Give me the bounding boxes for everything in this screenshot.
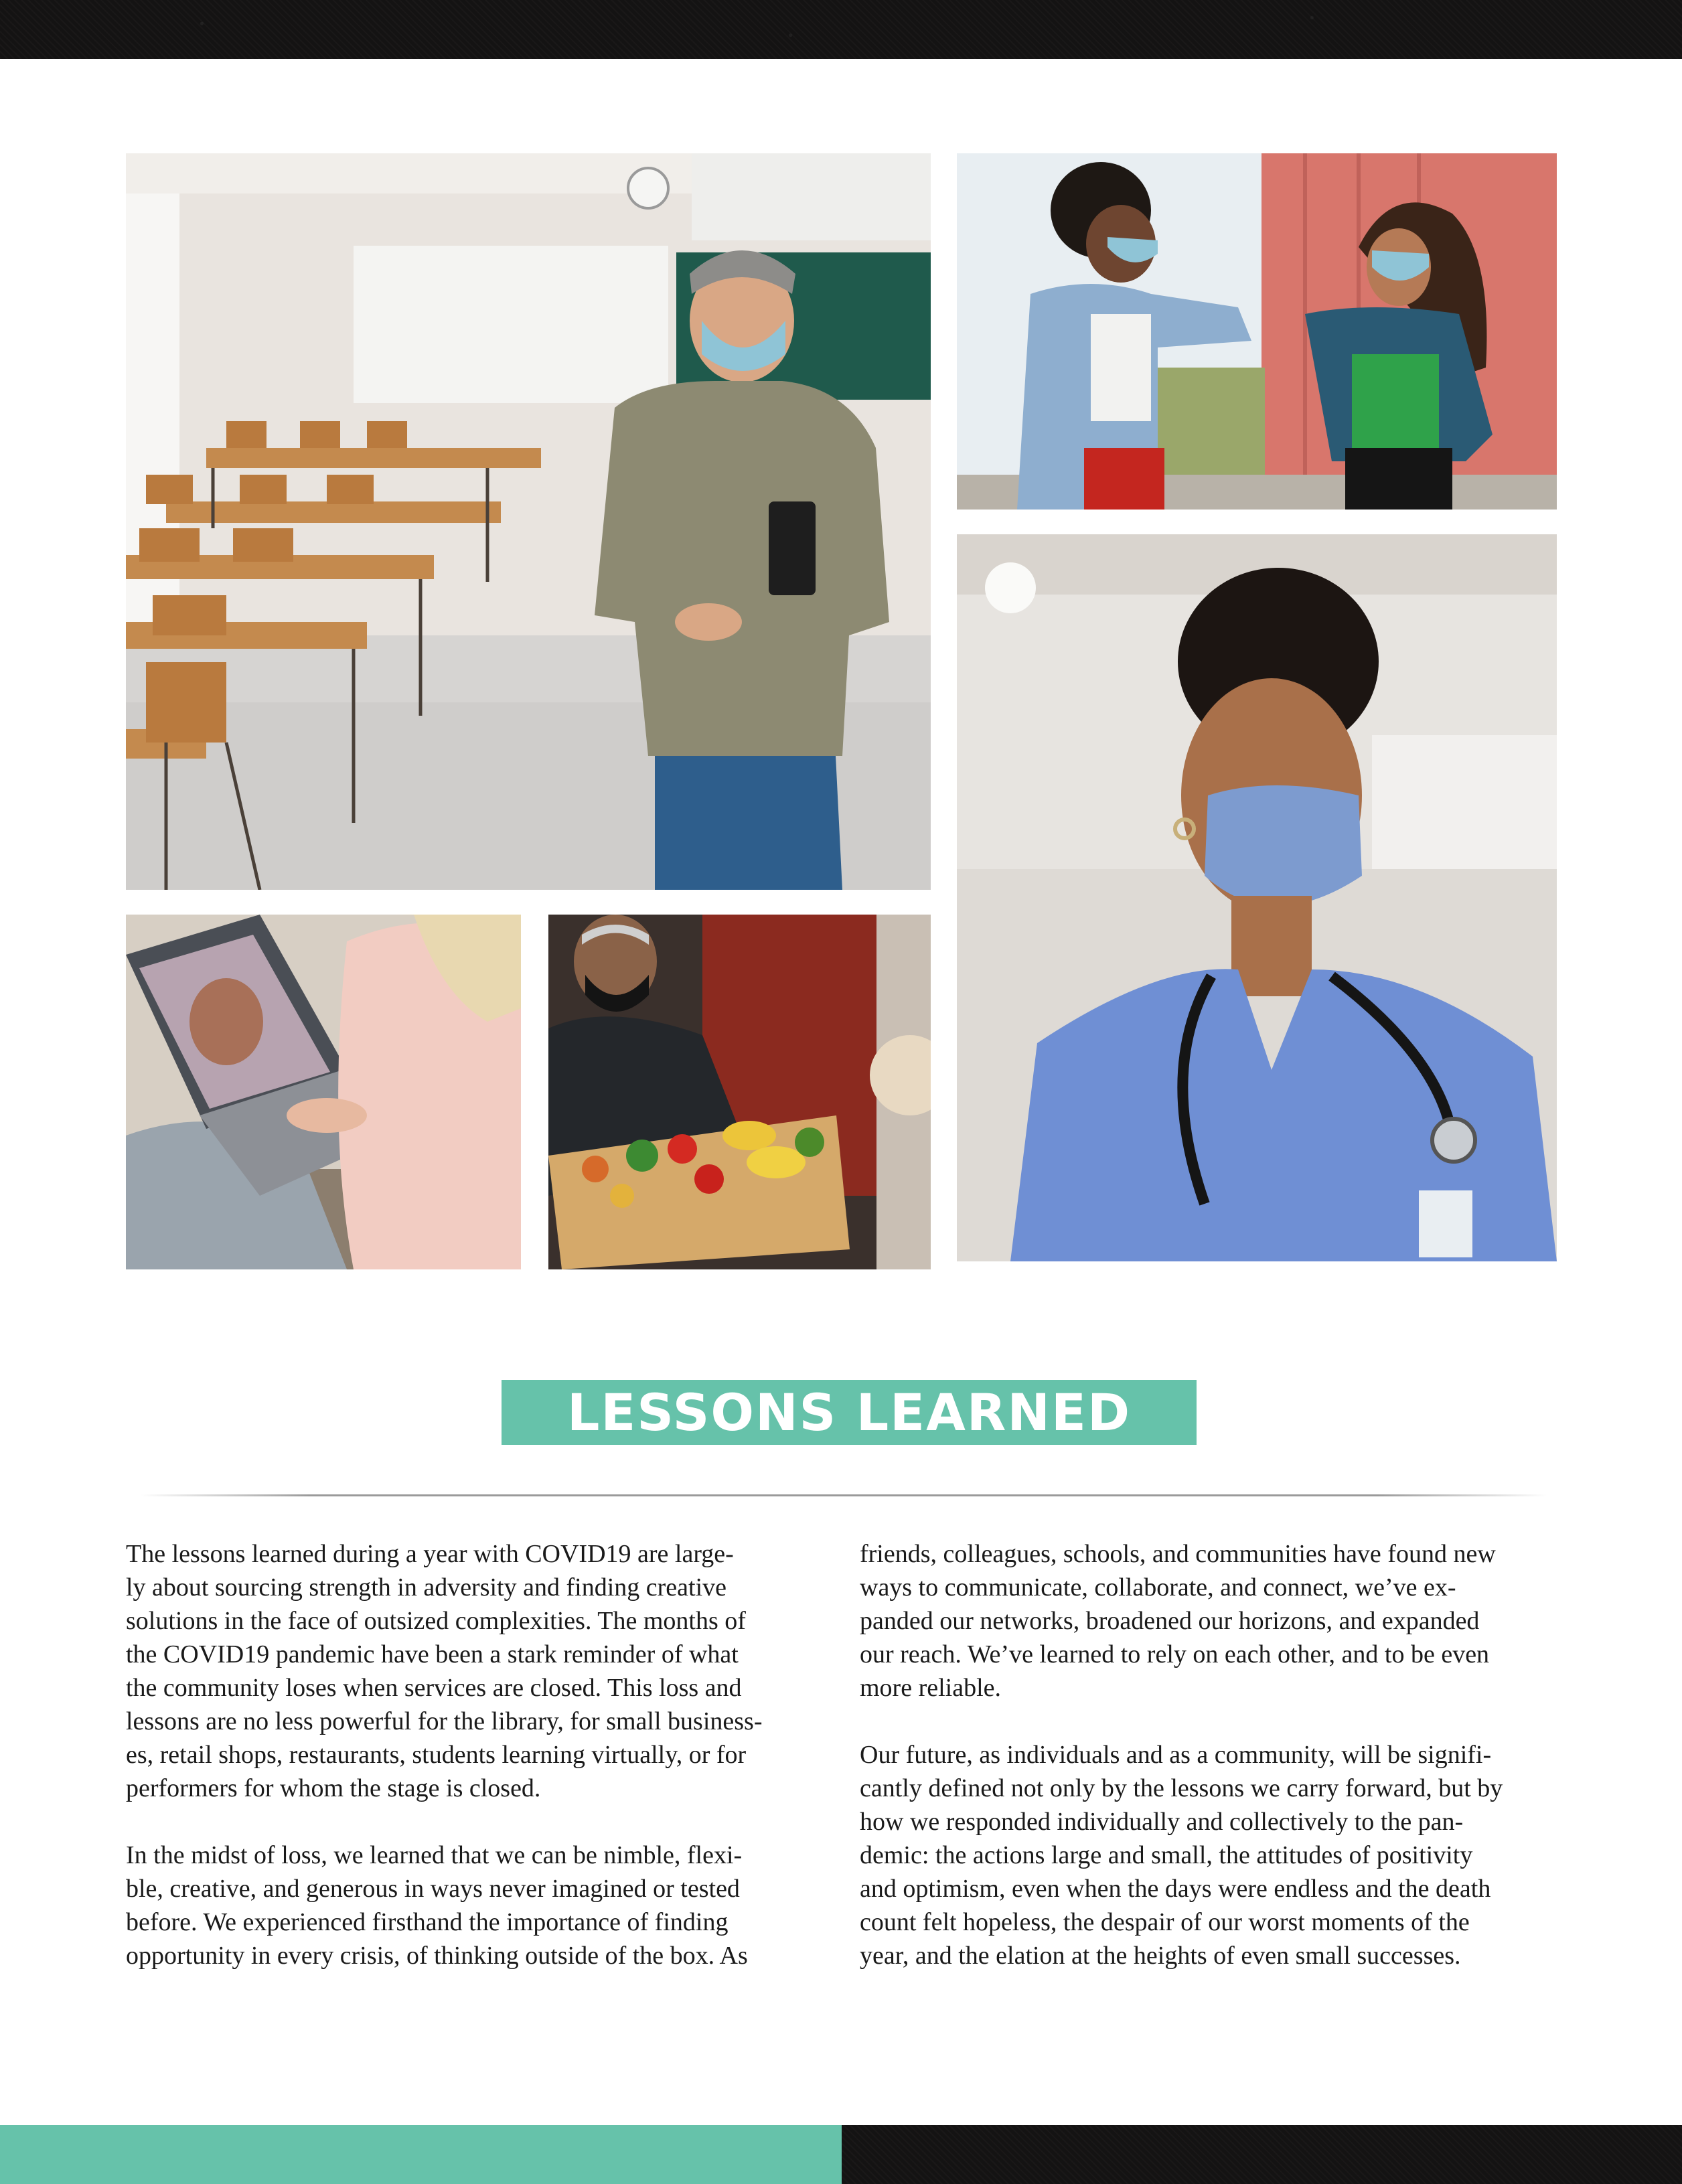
bottom-accent-band xyxy=(0,2125,842,2184)
text-line: ble, creative, and generous in ways never imagined or tested xyxy=(126,1875,740,1903)
teacher-in-classroom-photo xyxy=(126,153,931,890)
body-column-right xyxy=(860,1537,1563,1972)
paragraph-gap xyxy=(126,1805,816,1839)
text-line: panded our networks, broadened our horizons, and expanded xyxy=(860,1607,1480,1635)
section-heading: LESSONS LEARNED xyxy=(566,1382,1132,1442)
elbow-greeting-photo xyxy=(957,153,1557,510)
text-line: performers for whom the stage is closed. xyxy=(126,1774,541,1802)
text-line: In the midst of loss, we learned that we can be nimble, flexi- xyxy=(126,1841,743,1869)
section-divider xyxy=(141,1494,1547,1496)
paragraph xyxy=(126,1537,816,1805)
text-line: the community loses when services are closed. This loss and xyxy=(126,1674,742,1702)
produce-delivery-photo xyxy=(548,915,931,1269)
video-call-photo xyxy=(126,915,521,1269)
top-decorative-band xyxy=(0,0,1682,59)
text-line: count felt hopeless, the despair of our worst moments of the xyxy=(860,1908,1470,1936)
text-line: and optimism, even when the days were endless and the death xyxy=(860,1875,1491,1903)
text-line: more reliable. xyxy=(860,1674,1002,1702)
body-column-left xyxy=(126,1537,816,1972)
text-line: lessons are no less powerful for the library, for small business- xyxy=(126,1707,763,1735)
paragraph-gap xyxy=(860,1705,1563,1738)
paragraph xyxy=(860,1738,1563,1972)
text-line: opportunity in every crisis, of thinking outside of the box. As xyxy=(126,1942,748,1970)
text-line: the COVID19 pandemic have been a stark reminder of what xyxy=(126,1640,739,1668)
text-line: ways to communicate, collaborate, and connect, we’ve ex- xyxy=(860,1573,1456,1602)
text-line: es, retail shops, restaurants, students learning virtually, or for xyxy=(126,1741,747,1769)
text-line: demic: the actions large and small, the attitudes of positivity xyxy=(860,1841,1473,1869)
text-line: before. We experienced firsthand the importance of finding xyxy=(126,1908,729,1936)
section-heading-badge xyxy=(502,1380,1197,1445)
text-line: friends, colleagues, schools, and communities have found new xyxy=(860,1540,1496,1568)
text-line: how we responded individually and collectively to the pan- xyxy=(860,1808,1464,1836)
text-line: ly about sourcing strength in adversity and finding creative xyxy=(126,1573,727,1602)
paragraph xyxy=(126,1839,816,1972)
text-line: our reach. We’ve learned to rely on each other, and to be even xyxy=(860,1640,1490,1668)
text-line: solutions in the face of outsized complexities. The months of xyxy=(126,1607,746,1635)
healthcare-worker-photo xyxy=(957,534,1557,1261)
text-line: cantly defined not only by the lessons we carry forward, but by xyxy=(860,1774,1503,1802)
bottom-dark-band xyxy=(842,2125,1682,2184)
paragraph xyxy=(860,1537,1563,1705)
text-line: The lessons learned during a year with COVID19 are large- xyxy=(126,1540,734,1568)
text-line: year, and the elation at the heights of even small successes. xyxy=(860,1942,1461,1970)
text-line: Our future, as individuals and as a community, will be signifi- xyxy=(860,1741,1492,1769)
